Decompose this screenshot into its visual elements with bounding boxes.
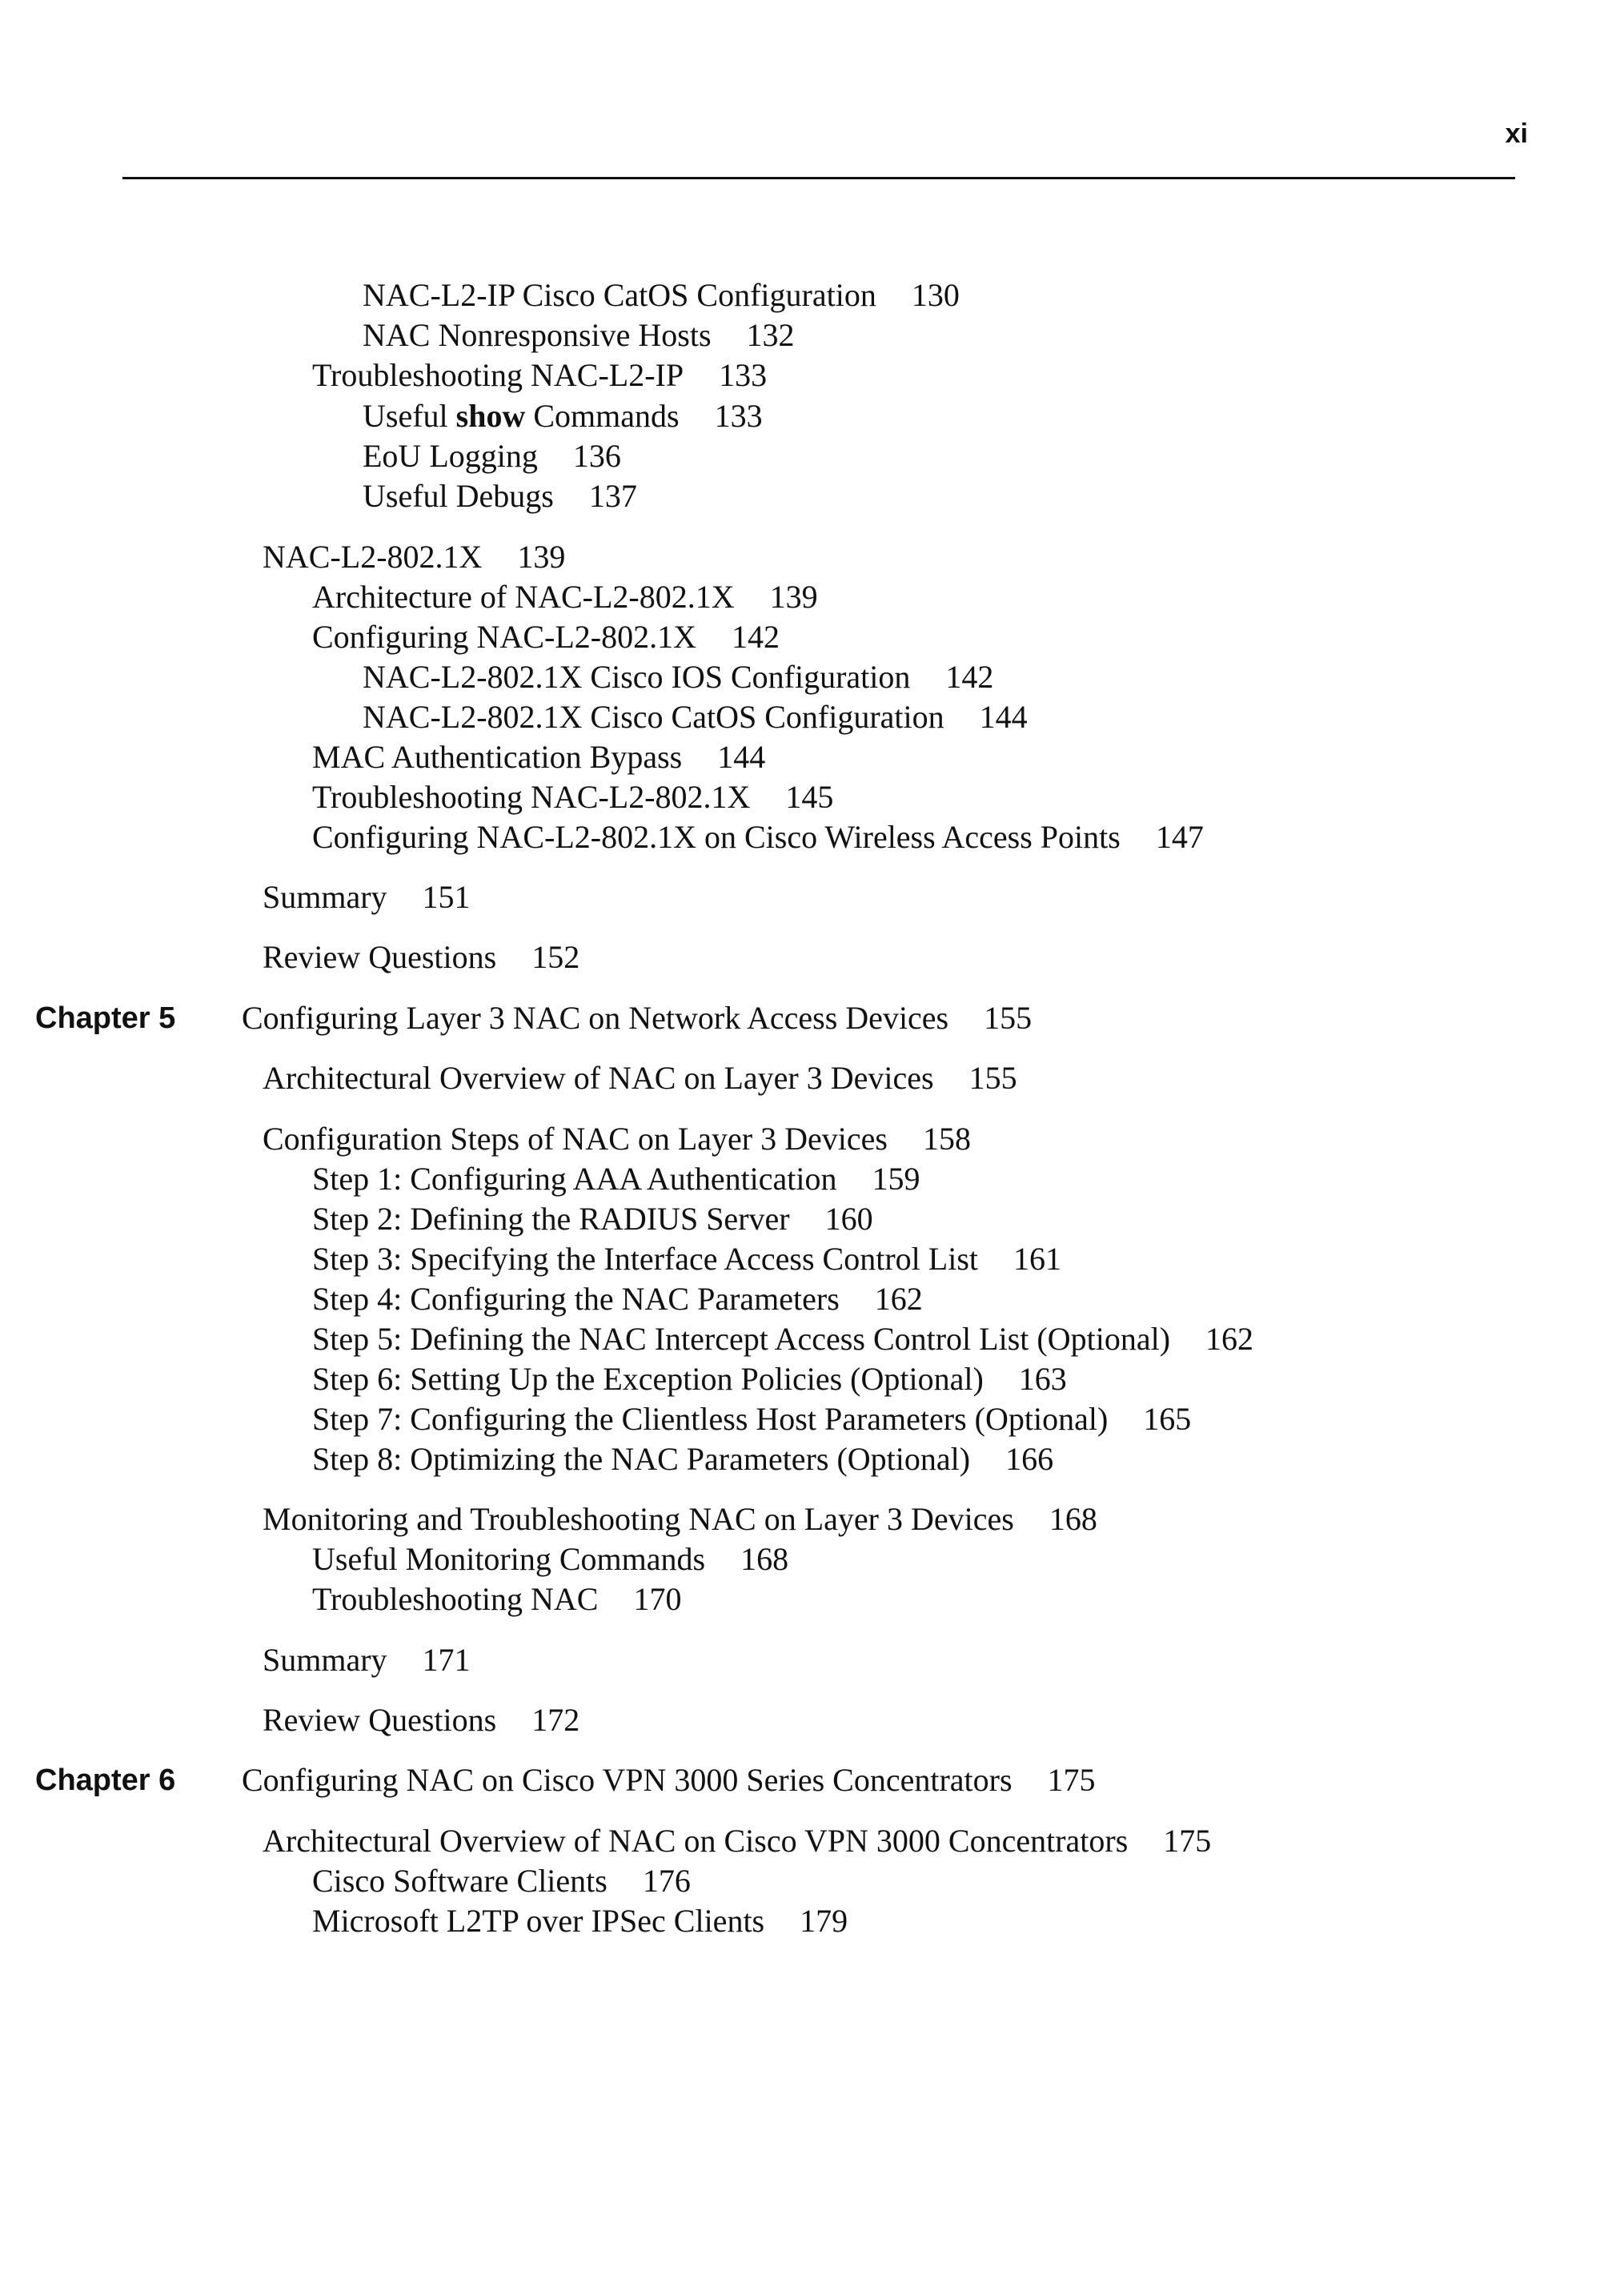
toc-entry-page: 155 bbox=[984, 1000, 1033, 1036]
toc-entry-title: Configuration Steps of NAC on Layer 3 Devices bbox=[263, 1121, 888, 1157]
toc-entry[interactable] bbox=[263, 1822, 1211, 1860]
toc-entry[interactable] bbox=[312, 778, 833, 817]
toc-entry-page: 155 bbox=[968, 1060, 1017, 1096]
toc-entry-title: Architecture of NAC-L2-802.1X bbox=[312, 579, 735, 615]
toc-entry-page: 130 bbox=[911, 277, 960, 313]
toc-entry-page: 133 bbox=[714, 398, 763, 434]
toc-entry-title: Configuring Layer 3 NAC on Network Access Devices bbox=[242, 1000, 949, 1036]
toc-entry-page: 170 bbox=[633, 1581, 682, 1617]
toc-entry-title: Useful Debugs bbox=[363, 478, 554, 514]
toc-entry-title: Step 2: Defining the RADIUS Server bbox=[312, 1201, 790, 1237]
toc-entry-page: 133 bbox=[719, 357, 768, 393]
toc-entry[interactable] bbox=[263, 1120, 971, 1158]
toc-entry-page: 139 bbox=[769, 579, 818, 615]
chapter-title-entry[interactable] bbox=[242, 1761, 1096, 1800]
toc-entry[interactable] bbox=[312, 1320, 1253, 1358]
toc-entry-page: 166 bbox=[1005, 1441, 1054, 1477]
toc-entry-page: 137 bbox=[588, 478, 637, 514]
toc-entry-title: Step 7: Configuring the Clientless Host Parameters (Optional) bbox=[312, 1401, 1109, 1437]
toc-entry-title: Review Questions bbox=[263, 939, 497, 975]
toc-entry[interactable] bbox=[263, 1059, 1017, 1097]
toc-entry[interactable] bbox=[363, 477, 637, 516]
toc-entry-page: 145 bbox=[785, 779, 834, 815]
toc-entry-page: 162 bbox=[1205, 1321, 1254, 1357]
toc-entry-page: 161 bbox=[1013, 1241, 1062, 1277]
toc-entry-title: Monitoring and Troubleshooting NAC on Layer 3 Devices bbox=[263, 1501, 1014, 1537]
toc-entry-page: 136 bbox=[572, 438, 621, 474]
toc-entry-page: 162 bbox=[874, 1281, 923, 1317]
toc-entry-title: Step 6: Setting Up the Exception Policies (Optional) bbox=[312, 1361, 984, 1397]
toc-entry-title-command: show bbox=[455, 398, 526, 434]
toc-entry-title: MAC Authentication Bypass bbox=[312, 739, 683, 775]
toc-entry-page: 175 bbox=[1047, 1762, 1096, 1798]
toc-entry-title: EoU Logging bbox=[363, 438, 538, 474]
toc-entry-page: 159 bbox=[872, 1161, 920, 1197]
toc-entry[interactable] bbox=[263, 938, 579, 977]
chapter-label: Chapter 6 bbox=[35, 1763, 176, 1797]
toc-entry-title: Configuring NAC-L2-802.1X bbox=[312, 619, 696, 655]
page-number: xi bbox=[1505, 118, 1528, 149]
toc-entry[interactable] bbox=[312, 818, 1204, 857]
toc-entry-page: 144 bbox=[979, 699, 1028, 735]
toc-entry-title: Troubleshooting NAC-L2-802.1X bbox=[312, 779, 751, 815]
toc-entry[interactable] bbox=[312, 1280, 923, 1318]
toc-entry[interactable] bbox=[312, 1580, 681, 1619]
toc-entry[interactable] bbox=[312, 356, 767, 395]
toc-entry-title: Review Questions bbox=[263, 1702, 497, 1738]
toc-entry[interactable] bbox=[312, 578, 818, 616]
toc-entry[interactable] bbox=[312, 1200, 873, 1238]
toc-entry[interactable] bbox=[312, 1160, 920, 1198]
toc-entry-page: 151 bbox=[422, 879, 471, 915]
toc-entry-title: NAC-L2-802.1X Cisco CatOS Configuration bbox=[363, 699, 944, 735]
toc-entry-page: 152 bbox=[531, 939, 580, 975]
toc-entry-title: Configuring NAC on Cisco VPN 3000 Series Concentrators bbox=[242, 1762, 1012, 1798]
toc-entry-page: 144 bbox=[717, 739, 766, 775]
toc-entry[interactable] bbox=[363, 658, 993, 696]
toc-entry-title: Step 1: Configuring AAA Authentication bbox=[312, 1161, 837, 1197]
toc-entry[interactable] bbox=[263, 1641, 471, 1679]
toc-entry-title: NAC Nonresponsive Hosts bbox=[363, 317, 712, 353]
header-rule bbox=[122, 177, 1515, 179]
toc-entry[interactable] bbox=[263, 538, 565, 576]
toc-entry[interactable] bbox=[312, 1400, 1191, 1438]
chapter-label: Chapter 5 bbox=[35, 1001, 176, 1035]
toc-entry[interactable] bbox=[363, 397, 763, 435]
toc-entry[interactable] bbox=[312, 1360, 1067, 1398]
toc-entry-title: Microsoft L2TP over IPSec Clients bbox=[312, 1903, 765, 1939]
toc-entry-page: 168 bbox=[740, 1541, 789, 1577]
toc-entry-title-prefix: Useful bbox=[363, 398, 456, 434]
toc-entry-title: Summary bbox=[263, 1642, 387, 1678]
toc-entry-page: 179 bbox=[800, 1903, 848, 1939]
toc-entry-page: 171 bbox=[422, 1642, 471, 1678]
toc-entry[interactable] bbox=[312, 618, 780, 656]
toc-entry-page: 175 bbox=[1163, 1823, 1212, 1859]
toc-entry-page: 139 bbox=[517, 539, 566, 575]
chapter-title-entry[interactable] bbox=[242, 999, 1032, 1037]
toc-entry-title: Step 3: Specifying the Interface Access Control List bbox=[312, 1241, 979, 1277]
toc-entry-title: NAC-L2-802.1X bbox=[263, 539, 483, 575]
toc-entry-page: 165 bbox=[1143, 1401, 1192, 1437]
toc-entry-page: 158 bbox=[922, 1121, 971, 1157]
toc-entry-page: 160 bbox=[824, 1201, 873, 1237]
toc-entry-title: Troubleshooting NAC-L2-IP bbox=[312, 357, 684, 393]
toc-entry[interactable] bbox=[312, 1540, 788, 1579]
toc-entry-page: 163 bbox=[1018, 1361, 1067, 1397]
toc-entry-page: 176 bbox=[642, 1863, 691, 1899]
toc-entry[interactable] bbox=[312, 1240, 1061, 1278]
toc-entry[interactable] bbox=[263, 1500, 1097, 1539]
toc-entry-title: Configuring NAC-L2-802.1X on Cisco Wireless Access Points bbox=[312, 819, 1121, 855]
toc-entry-title: Cisco Software Clients bbox=[312, 1863, 607, 1899]
toc-entry[interactable] bbox=[363, 276, 960, 315]
toc-entry-title: NAC-L2-802.1X Cisco IOS Configuration bbox=[363, 659, 911, 695]
toc-entry-title: Summary bbox=[263, 879, 387, 915]
toc-entry[interactable] bbox=[312, 1440, 1053, 1479]
toc-entry-title: Step 5: Defining the NAC Intercept Access Control List (Optional) bbox=[312, 1321, 1171, 1357]
toc-entry-title: Architectural Overview of NAC on Layer 3 Devices bbox=[263, 1060, 934, 1096]
toc-entry-title: Step 4: Configuring the NAC Parameters bbox=[312, 1281, 840, 1317]
toc-entry[interactable] bbox=[263, 1701, 579, 1739]
toc-entry-title-suffix: Commands bbox=[525, 398, 680, 434]
toc-entry[interactable] bbox=[363, 437, 621, 475]
toc-entry[interactable] bbox=[363, 316, 795, 355]
toc-entry-title: Architectural Overview of NAC on Cisco VPN 3000 Concentrators bbox=[263, 1823, 1129, 1859]
toc-entry[interactable] bbox=[312, 738, 765, 776]
toc-entry-page: 132 bbox=[746, 317, 795, 353]
toc-entry[interactable] bbox=[312, 1862, 691, 1900]
toc-entry-title: Useful Monitoring Commands bbox=[312, 1541, 706, 1577]
toc-entry[interactable] bbox=[263, 878, 471, 917]
toc-entry[interactable] bbox=[312, 1902, 848, 1940]
toc-entry-page: 142 bbox=[731, 619, 780, 655]
toc-entry-page: 142 bbox=[945, 659, 994, 695]
toc-entry-title: NAC-L2-IP Cisco CatOS Configuration bbox=[363, 277, 876, 313]
toc-entry-title: Step 8: Optimizing the NAC Parameters (Optional) bbox=[312, 1441, 971, 1477]
toc-entry-page: 168 bbox=[1049, 1501, 1097, 1537]
toc-entry-title: Troubleshooting NAC bbox=[312, 1581, 599, 1617]
toc-entry-page: 147 bbox=[1155, 819, 1204, 855]
toc-entry-page: 172 bbox=[531, 1702, 580, 1738]
toc-entry[interactable] bbox=[363, 698, 1028, 736]
